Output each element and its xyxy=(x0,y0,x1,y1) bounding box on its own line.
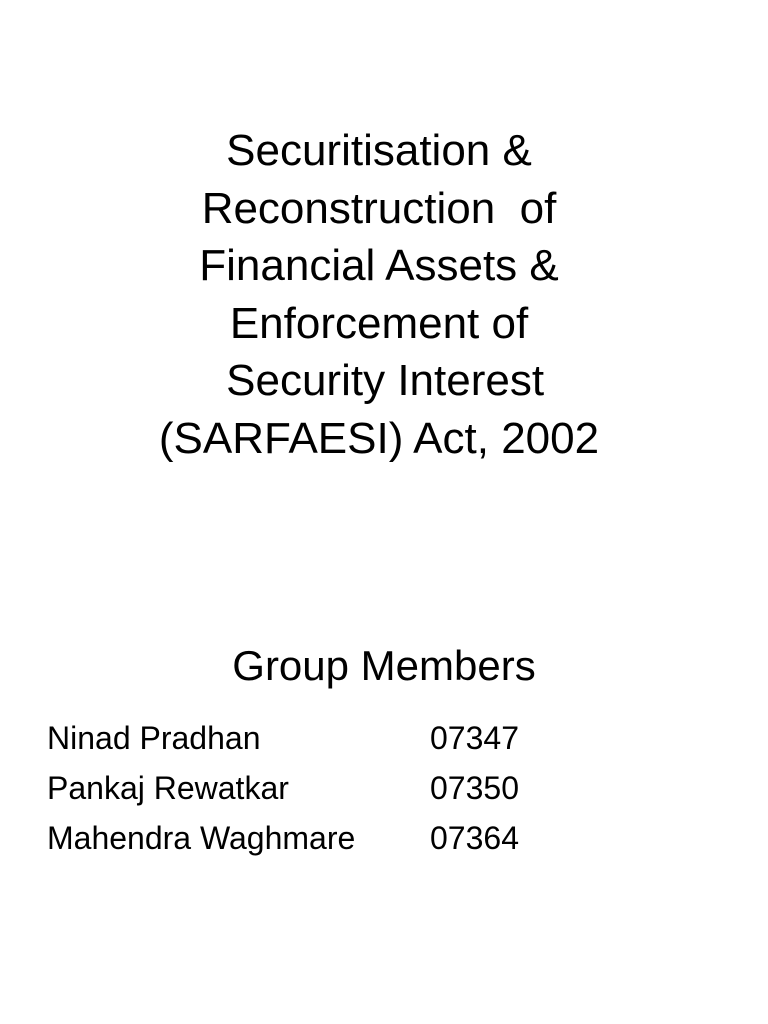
member-name: Pankaj Rewatkar xyxy=(47,770,289,806)
slide-title xyxy=(0,122,758,467)
member-row xyxy=(47,763,667,813)
member-name: Mahendra Waghmare xyxy=(47,820,356,856)
title-line-1: Securitisation & xyxy=(226,126,532,175)
group-members-heading: Group Members xyxy=(232,642,536,689)
member-id: 07350 xyxy=(430,770,519,806)
member-row xyxy=(47,813,667,863)
title-line-2: Reconstruction of xyxy=(201,183,557,233)
title-line-4: Enforcement of xyxy=(229,298,529,348)
title-line-5: Security Interest xyxy=(213,356,545,405)
title-line-3: Financial Assets & xyxy=(199,241,559,290)
member-id: 07364 xyxy=(430,820,519,856)
title-line-6: (SARFAESI) Act, 2002 xyxy=(158,413,600,463)
member-id: 07347 xyxy=(430,720,519,756)
member-row xyxy=(47,713,667,763)
group-members-list xyxy=(47,713,667,863)
member-name: Ninad Pradhan xyxy=(47,720,261,756)
